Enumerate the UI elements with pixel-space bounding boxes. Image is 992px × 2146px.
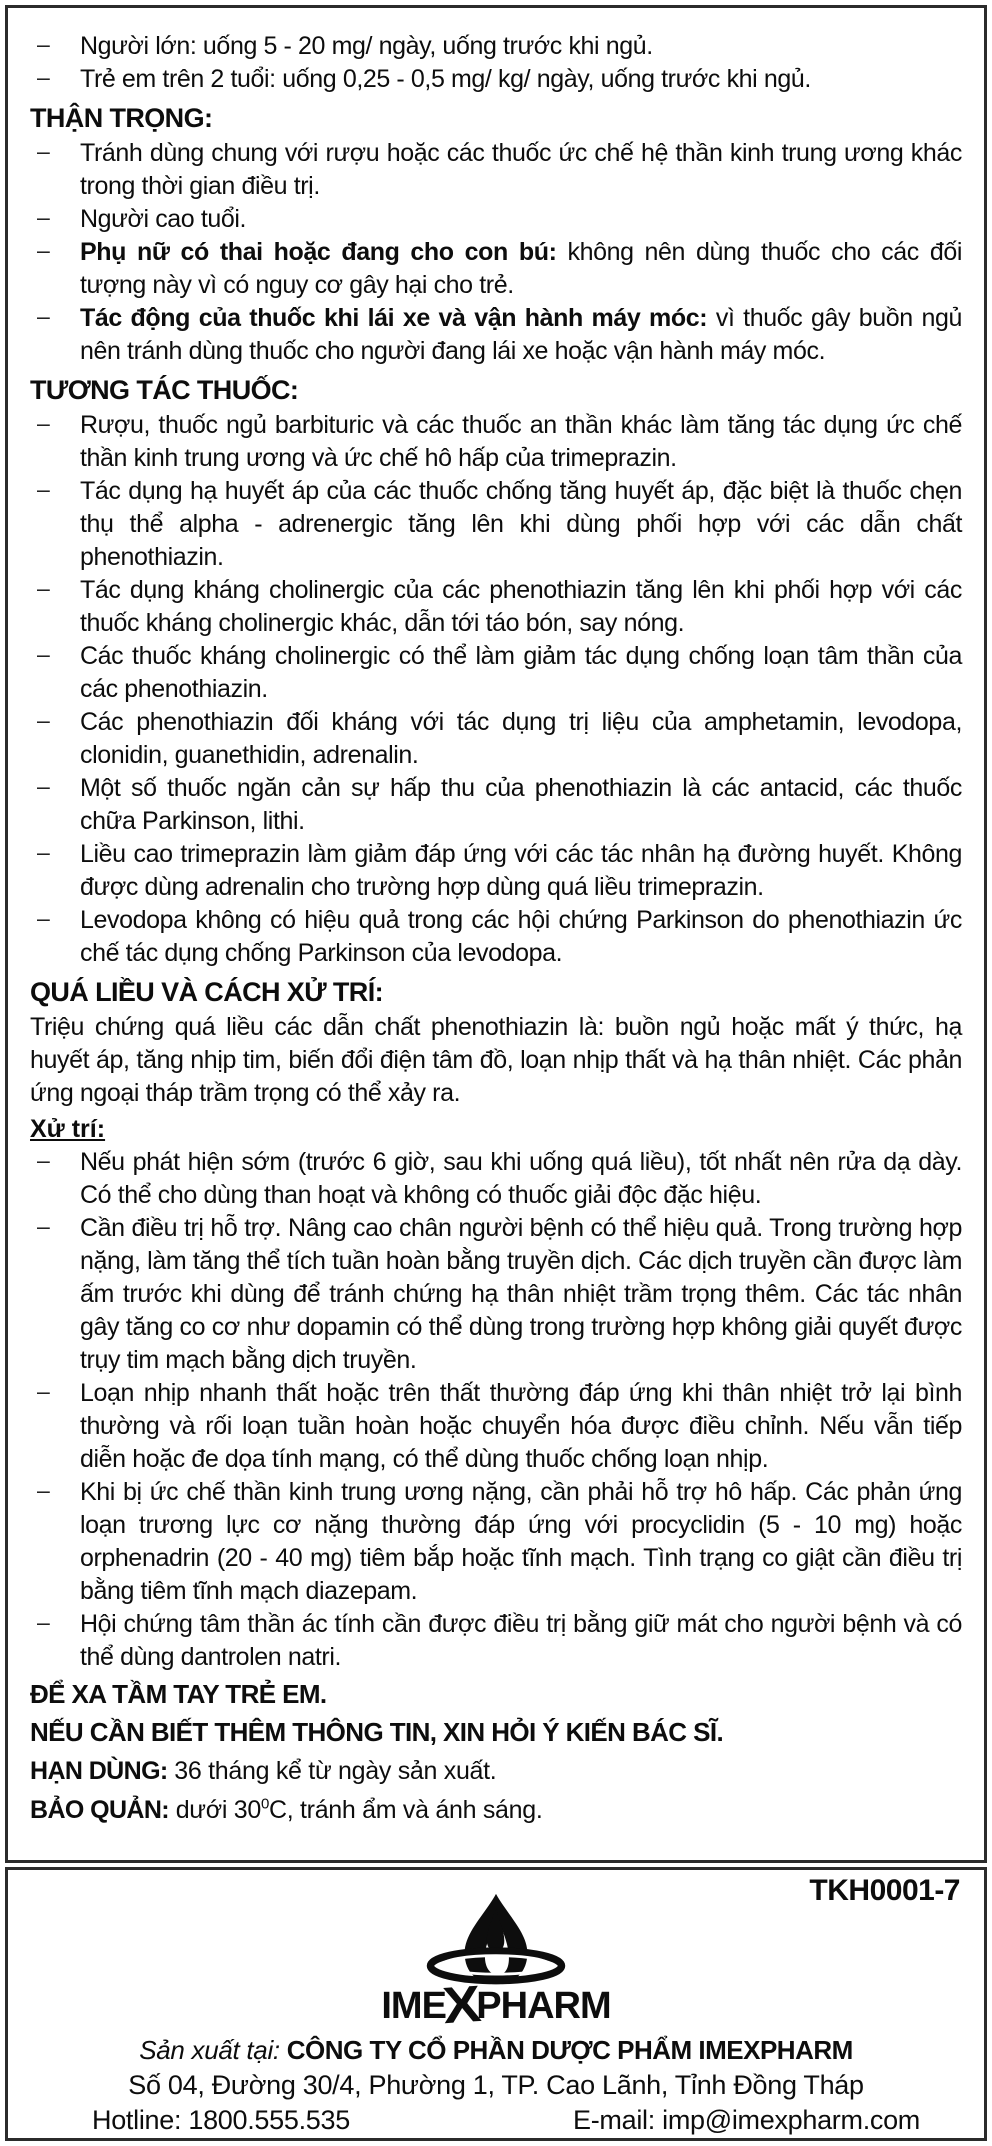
bullet-dash: – [37, 138, 50, 164]
overdose-intro: Triệu chứng quá liều các dẫn chất phenothiazin là: buồn ngủ hoặc mất ý thức, hạ huyết áp, tăng nhịp tim, biến đổi điện tâm đồ, loạn nhịp thất và hạ thân nhiệt. Các phản ứng ngoại tháp trầm trọng có thể xảy ra. [30, 1013, 962, 1107]
treatment-text: Hội chứng tâm thần ác tính cần được điều trị bằng giữ mát cho người bệnh và có thể dùng dantrolen natri. [80, 1610, 962, 1671]
storage-value-post: C, tránh ẩm và ánh sáng. [268, 1796, 543, 1824]
bullet-dash: – [37, 204, 50, 230]
bullet-dash: – [37, 707, 50, 733]
interaction-item [30, 640, 962, 706]
interaction-text: Các phenothiazin đối kháng với tác dụng trị liệu của amphetamin, levodopa, clonidin, guanethidin, adrenalin. [80, 708, 962, 769]
shelf-life-line [30, 1753, 962, 1789]
interaction-text: Liều cao trimeprazin làm giảm đáp ứng với các tác nhân hạ đường huyết. Không được dùng adrenalin cho trường hợp dùng quá liều trimeprazin. [80, 840, 962, 901]
interaction-item [30, 772, 962, 838]
bullet-dash: – [37, 476, 50, 502]
interaction-item [30, 475, 962, 574]
consult-doctor-warning: NẾU CẦN BIẾT THÊM THÔNG TIN, XIN HỎI Ý KIẾN BÁC SĨ. [30, 1717, 724, 1747]
precaution-text: Người cao tuổi. [80, 205, 247, 233]
precaution-item-pregnancy [30, 236, 962, 302]
bullet-dash: – [37, 237, 50, 263]
leaflet-body-panel [5, 5, 987, 1863]
section-heading-interactions: TƯƠNG TÁC THUỐC: [30, 375, 299, 405]
precaution-text: không nên dùng thuốc cho các đối tượng này vì có nguy cơ gây hại cho trẻ. [80, 238, 962, 299]
section-heading-overdose: QUÁ LIỀU VÀ CÁCH XỬ TRÍ: [30, 977, 384, 1007]
precaution-text: Tránh dùng chung với rượu hoặc các thuốc ức chế hệ thần kinh trung ương khác trong thời gian điều trị. [80, 139, 962, 200]
bullet-dash: – [37, 773, 50, 799]
bullet-dash: – [37, 575, 50, 601]
bullet-dash: – [37, 1147, 50, 1173]
bullet-dash: – [37, 641, 50, 667]
dosage-item-children [30, 63, 962, 96]
dosage-item-adults [30, 30, 962, 63]
treatment-text: Khi bị ức chế thần kinh trung ương nặng, cần phải hỗ trợ hô hấp. Các phản ứng loạn trương lực cơ nặng thường đáp ứng với procyclidin (5 - 10 mg) hoặc orphenadrin (20 - 40 mg) tiêm bắp hoặc tĩnh mạch. Tình trạng co giật cần điều trị bằng tiêm tĩnh mạch diazepam. [80, 1478, 962, 1605]
treatment-subheading: Xử trí: [30, 1115, 106, 1143]
manufacturer-panel [5, 1867, 987, 2141]
interaction-item [30, 409, 962, 475]
interaction-item [30, 706, 962, 772]
treatment-text: Cần điều trị hỗ trợ. Nâng cao chân người bệnh có thể hiệu quả. Trong trường hợp nặng, làm tăng thể tích tuần hoàn bằng truyền dịch. Các dịch truyền cần được làm ấm trước khi dùng để tránh chứng hạ thân nhiệt trầm trọng thêm. Các tác nhân gây tăng co cơ như dopamin có thể dùng trong trường hợp không giải quyết được trụy tim mạch bằng dịch truyền. [80, 1214, 962, 1374]
degree-superscript: 0 [260, 1795, 269, 1813]
precaution-item [30, 203, 962, 236]
precaution-text: vì thuốc gây buồn ngủ nên tránh dùng thuốc cho người đang lái xe hoặc vận hành máy móc. [80, 304, 962, 365]
wordmark-right: PHARM [476, 1985, 611, 2027]
bullet-dash: – [37, 303, 50, 329]
email: E-mail: imp@imexpharm.com [573, 2105, 920, 2135]
treatment-item [30, 1476, 962, 1608]
bullet-dash: – [37, 1477, 50, 1503]
precaution-item-driving [30, 302, 962, 368]
precaution-lead: Tác động của thuốc khi lái xe và vận hành máy móc: [80, 304, 708, 332]
bullet-dash: – [37, 1213, 50, 1239]
bullet-dash: – [37, 839, 50, 865]
shelf-life-value: 36 tháng kể từ ngày sản xuất. [167, 1757, 497, 1785]
hotline: Hotline: 1800.555.535 [92, 2105, 350, 2135]
dosage-item-text: Người lớn: uống 5 - 20 mg/ ngày, uống trước khi ngủ. [80, 32, 653, 60]
bullet-dash: – [37, 1378, 50, 1404]
section-heading-precautions: THẬN TRỌNG: [30, 103, 213, 133]
shelf-life-label: HẠN DÙNG: [30, 1757, 168, 1785]
interaction-item [30, 574, 962, 640]
bullet-dash: – [37, 410, 50, 436]
treatment-text: Loạn nhịp nhanh thất hoặc trên thất thường đáp ứng khi thân nhiệt trở lại bình thường và rối loạn tuần hoàn hoặc chuyển hóa được điều chỉnh. Nếu vẫn tiếp diễn hoặc đe dọa tính mạng, có thể dùng thuốc chống loạn nhịp. [80, 1379, 962, 1473]
dosage-item-text: Trẻ em trên 2 tuổi: uống 0,25 - 0,5 mg/ kg/ ngày, uống trước khi ngủ. [80, 65, 811, 93]
address-line: Số 04, Đường 30/4, Phường 1, TP. Cao Lãnh, Tỉnh Đồng Tháp [128, 2070, 864, 2100]
bullet-dash: – [37, 64, 50, 90]
interaction-item [30, 838, 962, 904]
made-at-label: Sản xuất tại: [139, 2035, 287, 2065]
interaction-text: Một số thuốc ngăn cản sự hấp thu của phenothiazin là các antacid, các thuốc chữa Parkinson, lithi. [80, 774, 962, 835]
interaction-text: Rượu, thuốc ngủ barbituric và các thuốc an thần khác làm tăng tác dụng ức chế thần kinh trung ương và ức chế hô hấp của trimeprazin. [80, 411, 962, 472]
treatment-item [30, 1146, 962, 1212]
treatment-item [30, 1212, 962, 1377]
imexpharm-drop-icon [421, 1892, 571, 1988]
bullet-dash: – [37, 905, 50, 931]
precaution-lead: Phụ nữ có thai hoặc đang cho con bú: [80, 238, 557, 266]
interaction-text: Tác dụng hạ huyết áp của các thuốc chống tăng huyết áp, đặc biệt là thuốc chẹn thụ thể alpha - adrenergic tăng lên khi dùng phối hợp với các dẫn chất phenothiazin. [80, 477, 962, 571]
interaction-text: Tác dụng kháng cholinergic của các phenothiazin tăng lên khi phối hợp với các thuốc kháng cholinergic khác, dẫn tới táo bón, say nóng. [80, 576, 962, 637]
bullet-dash: – [37, 31, 50, 57]
interaction-item [30, 904, 962, 970]
contact-line [30, 2104, 962, 2137]
bullet-dash: – [37, 1609, 50, 1635]
storage-value-pre: dưới 30 [169, 1796, 261, 1824]
keep-away-warning: ĐỂ XA TẦM TAY TRẺ EM. [30, 1679, 327, 1709]
company-name: CÔNG TY CỔ PHẦN DƯỢC PHẨM IMEXPHARM [286, 2035, 853, 2065]
manufacturer-line [30, 2034, 962, 2067]
logo-wordmark [30, 1976, 962, 2036]
interaction-text: Các thuốc kháng cholinergic có thể làm giảm tác dụng chống loạn tâm thần của các phenothiazin. [80, 642, 962, 703]
treatment-text: Nếu phát hiện sớm (trước 6 giờ, sau khi uống quá liều), tốt nhất nên rửa dạ dày. Có thể cho dùng than hoạt và không có thuốc giải độc đặc hiệu. [80, 1148, 962, 1209]
wordmark-left: IME [381, 1985, 446, 2027]
treatment-item [30, 1377, 962, 1476]
precaution-item [30, 137, 962, 203]
leaflet-code: TKH0001-7 [809, 1874, 960, 1907]
storage-line [30, 1792, 962, 1828]
treatment-item [30, 1608, 962, 1674]
storage-label: BẢO QUẢN: [30, 1796, 170, 1824]
stylized-x: X [440, 1976, 482, 2036]
interaction-text: Levodopa không có hiệu quả trong các hội chứng Parkinson do phenothiazin ức chế tác dụng chống Parkinson của levodopa. [80, 906, 962, 967]
